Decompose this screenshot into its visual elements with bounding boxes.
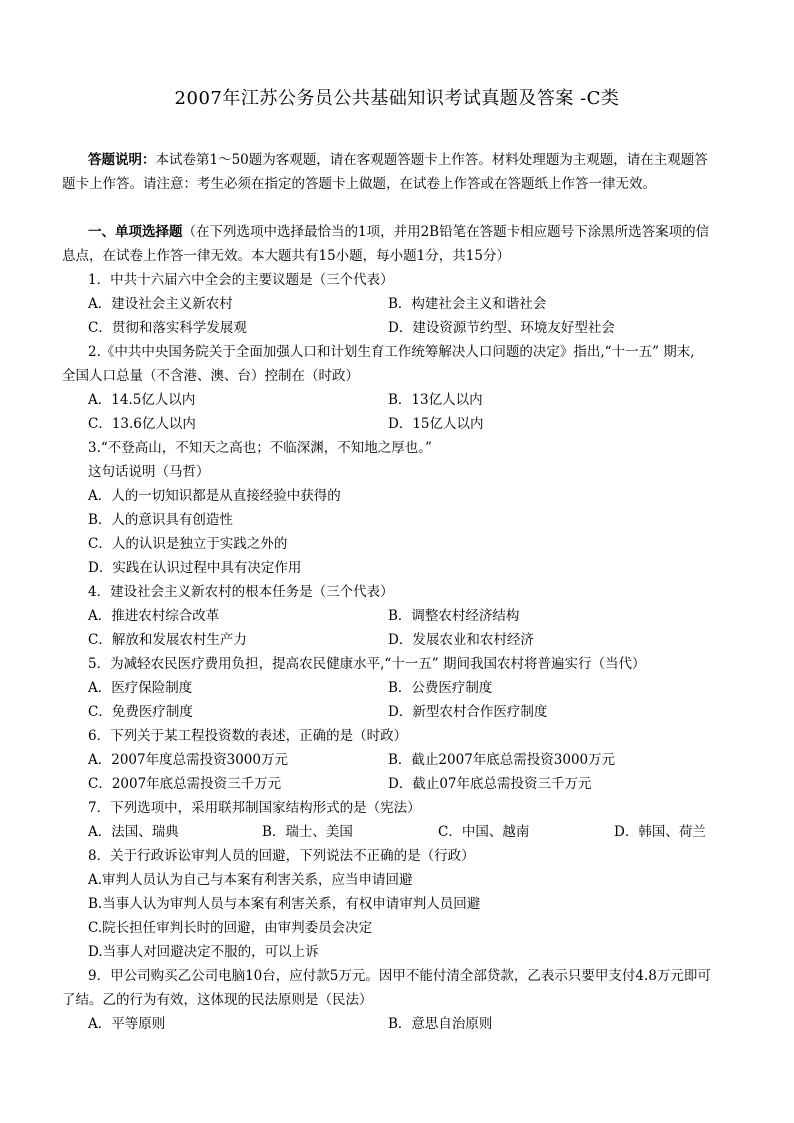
question-7-option-c: C．中国、越南 bbox=[438, 824, 530, 840]
question-3-option-a: A．人的一切知识都是从直接经验中获得的 bbox=[88, 488, 341, 504]
question-6-option-b: B．截止2007年底总需投资3000万元 bbox=[388, 752, 616, 768]
question-2-option-a: A．14.5亿人以内 bbox=[88, 392, 196, 408]
question-6-stem: 6．下列关于某工程投资数的表述，正确的是（时政） bbox=[88, 728, 408, 744]
section-desc-1: （在下列选项中选择最恰当的1项，并用2B铅笔在答题卡相应题号下涂黑所选答案项的信 bbox=[182, 224, 710, 240]
question-5-option-d: D．新型农村合作医疗制度 bbox=[388, 704, 548, 720]
question-7-option-d: D．韩国、荷兰 bbox=[614, 824, 706, 840]
question-7-option-b: B．瑞士、美国 bbox=[262, 824, 353, 840]
question-4-stem: 4．建设社会主义新农村的根本任务是（三个代表） bbox=[88, 584, 394, 600]
question-3-option-b: B．人的意识具有创造性 bbox=[88, 512, 233, 528]
question-1-option-a: A．建设社会主义新农村 bbox=[88, 296, 233, 312]
section-heading: 一、单项选择题 bbox=[88, 224, 183, 240]
question-8-option-a: A.审判人员认为自己与本案有利害关系，应当申请回避 bbox=[88, 872, 413, 888]
page-title: 2007年江苏公务员公共基础知识考试真题及答案 -C类 bbox=[174, 88, 620, 109]
question-8-option-d: D.当事人对回避决定不服的，可以上诉 bbox=[88, 944, 319, 960]
instructions-text-1: 本试卷第1～50题为客观题，请在客观题答题卡上作答。材料处理题为主观题，请在主观题答 bbox=[155, 152, 708, 168]
question-2-stem-2: 全国人口总量（不含港、澳、台）控制在（时政） bbox=[62, 368, 359, 384]
question-6-option-a: A．2007年度总需投资3000万元 bbox=[88, 752, 288, 768]
question-8-option-c: C.院长担任审判长时的回避，由审判委员会决定 bbox=[88, 920, 373, 936]
question-7-option-a: A．法国、瑞典 bbox=[88, 824, 179, 840]
question-3-stem-2: 这句话说明（马哲） bbox=[88, 464, 210, 480]
question-2-option-d: D．15亿人以内 bbox=[388, 416, 484, 432]
instructions-label: 答题说明： bbox=[88, 152, 156, 168]
question-9-stem-1: 9．甲公司购买乙公司电脑10台，应付款5万元。因甲不能付清全部贷款，乙表示只要甲支付4.8万元即可 bbox=[88, 968, 711, 984]
question-5-option-a: A．医疗保险制度 bbox=[88, 680, 193, 696]
question-5-option-c: C．免费医疗制度 bbox=[88, 704, 193, 720]
question-2-option-b: B．13亿人以内 bbox=[388, 392, 483, 408]
section-desc-2: 息点，在试卷上作答一律无效。本大题共有15小题，每小题1分，共15分） bbox=[62, 248, 510, 264]
question-9-option-a: A．平等原则 bbox=[88, 1016, 166, 1032]
question-1-stem: 1．中共十六届六中全会的主要议题是（三个代表） bbox=[88, 272, 394, 288]
question-6-option-d: D．截止07年底总需投资三千万元 bbox=[388, 776, 592, 792]
question-4-option-c: C．解放和发展农村生产力 bbox=[88, 632, 247, 648]
question-7-stem: 7．下列选项中，采用联邦制国家结构形式的是（宪法） bbox=[88, 800, 421, 816]
question-5-stem: 5．为减轻农民医疗费用负担，提高农民健康水平,“十一五” 期间我国农村将普遍实行（当代） bbox=[88, 656, 646, 672]
question-2-stem-1: 2.《中共中央国务院关于全面加强人口和计划生育工作统筹解决人口问题的决定》指出,“十一五” 期末, bbox=[88, 344, 695, 360]
question-8-option-b: B.当事人认为审判人员与本案有利害关系，有权申请审判人员回避 bbox=[88, 896, 481, 912]
question-3-option-d: D．实践在认识过程中具有决定作用 bbox=[88, 560, 302, 576]
question-4-option-d: D．发展农业和农村经济 bbox=[388, 632, 534, 648]
question-9-option-b: B．意思自治原则 bbox=[388, 1016, 493, 1032]
question-4-option-b: B．调整农村经济结构 bbox=[388, 608, 520, 624]
section-heading-line-1 bbox=[88, 222, 760, 242]
question-5-option-b: B．公费医疗制度 bbox=[388, 680, 493, 696]
question-2-option-c: C．13.6亿人以内 bbox=[88, 416, 196, 432]
question-3-option-c: C．人的认识是独立于实践之外的 bbox=[88, 536, 288, 552]
question-3-stem-1: 3.“不登高山，不知天之高也；不临深渊，不知地之厚也。” bbox=[88, 440, 432, 456]
question-1-option-c: C．贯彻和落实科学发展观 bbox=[88, 320, 247, 336]
instructions-line-2: 题卡上作答。请注意：考生必须在指定的答题卡上做题，在试卷上作答或在答题纸上作答一律无效。 bbox=[62, 176, 656, 192]
question-8-stem: 8．关于行政诉讼审判人员的回避，下列说法不正确的是（行政） bbox=[88, 848, 475, 864]
question-6-option-c: C．2007年底总需投资三千万元 bbox=[88, 776, 282, 792]
question-4-option-a: A．推进农村综合改革 bbox=[88, 608, 220, 624]
question-1-option-d: D．建设资源节约型、环境友好型社会 bbox=[388, 320, 615, 336]
question-1-option-b: B．构建社会主义和谐社会 bbox=[388, 296, 547, 312]
instructions-line-1 bbox=[88, 150, 760, 170]
question-9-stem-2: 了结。乙的行为有效，这体现的民法原则是（民法） bbox=[62, 992, 373, 1008]
